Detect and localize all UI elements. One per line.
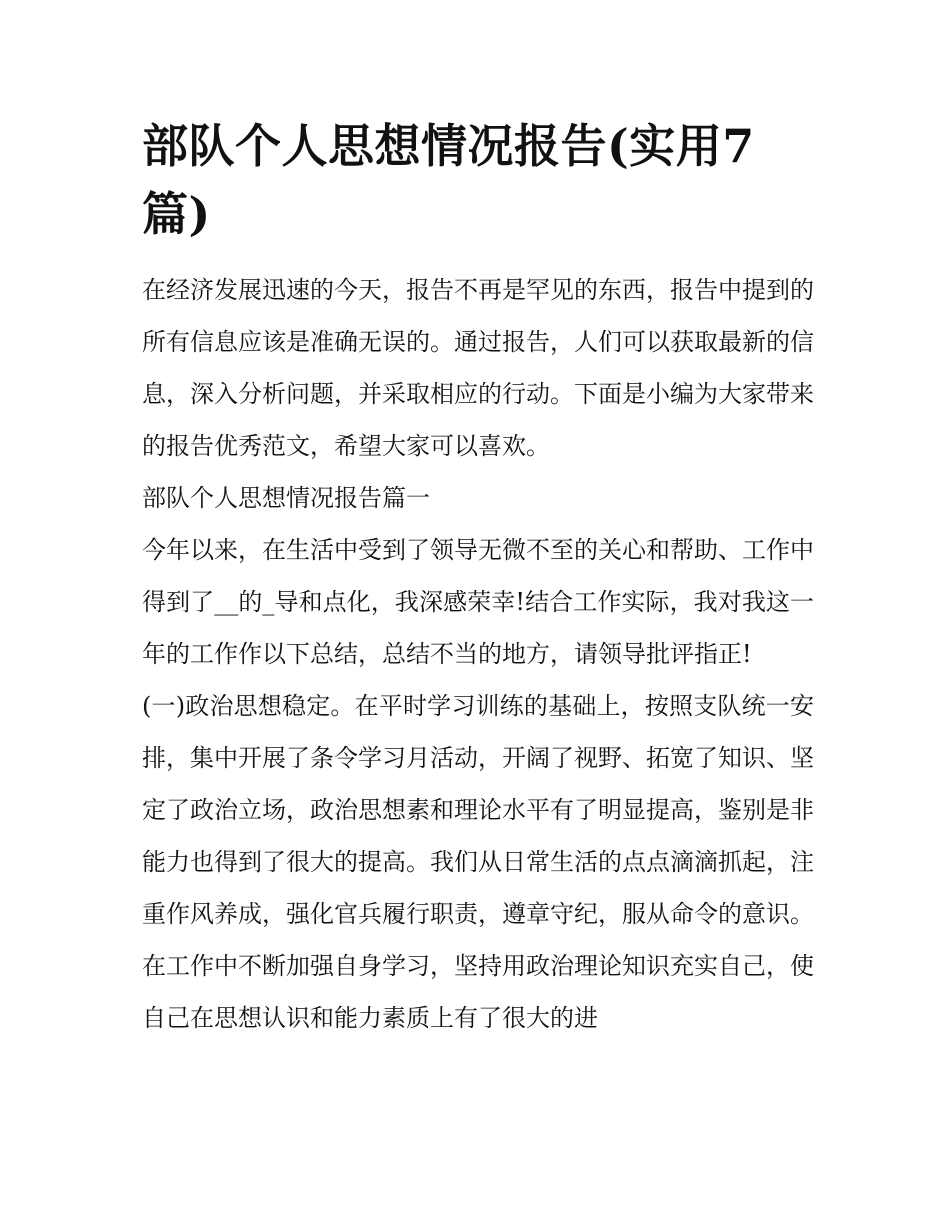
document-title: 部队个人思想情况报告(实用7篇): [142, 119, 755, 241]
section-heading: 部队个人思想情况报告篇一: [142, 484, 430, 512]
body-paragraph-1: 今年以来，在生活中受到了领导无微不至的关心和帮助、工作中得到了__的_导和点化，我深感荣幸!结合工作实际，我对我这一年的工作作以下总结，总结不当的地方，请领导批评指正!: [142, 536, 814, 668]
intro-paragraph: 在经济发展迅速的今天，报告不再是罕见的东西，报告中提到的所有信息应该是准确无误的。通过报告，人们可以获取最新的信息，深入分析问题，并采取相应的行动。下面是小编为大家带来的报告优秀范文，希望大家可以喜欢。: [142, 276, 814, 460]
document-page: [142, 112, 814, 1044]
body-paragraph-2: (一)政治思想稳定。在平时学习训练的基础上，按照支队统一安排，集中开展了条令学习月活动，开阔了视野、拓宽了知识、坚定了政治立场，政治思想素和理论水平有了明显提高，鉴别是非能力也得到了很大的提高。我们从日常生活的点点滴滴抓起，注重作风养成，强化官兵履行职责，遵章守纪，服从命令的意识。在工作中不断加强自身学习，坚持用政治理论知识充实自己，使自己在思想认识和能力素质上有了很大的进: [142, 692, 814, 1032]
